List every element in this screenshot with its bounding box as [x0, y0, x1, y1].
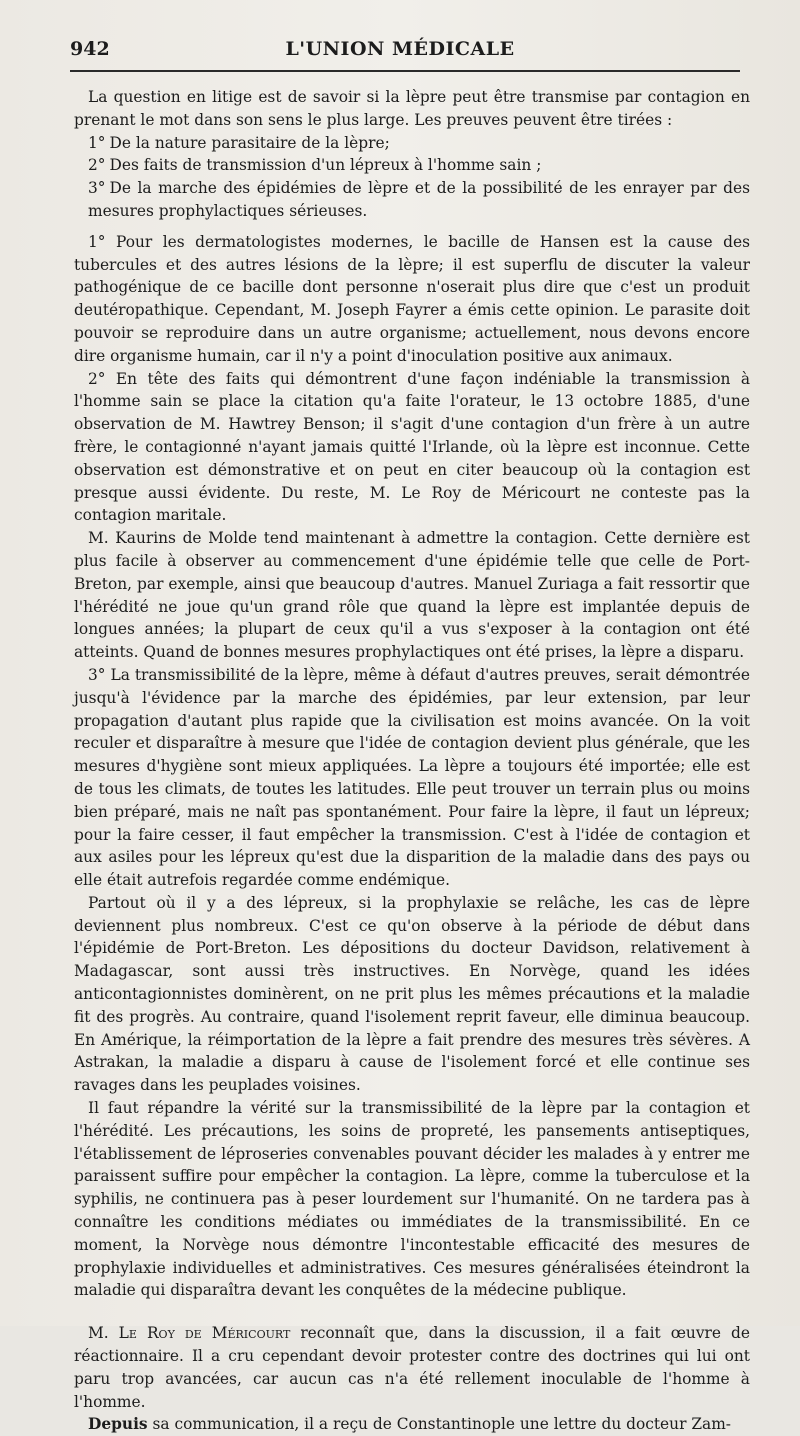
- list-item: [74, 132, 750, 155]
- paragraph: 1° Pour les dermatologistes modernes, le bacille de Hansen est la cause des tubercules et des autres lésions de la lèpre; il est superflu de discuter la valeur pathogénique de ce bacille dont personne n'oserait plus dire que c'est un produit deutéropathique. Cependant, M. Joseph Fayrer a émis cette opinion. Le parasite doit pouvoir se reproduire dans un autre organisme; actuellement, nous devons encore dire organisme humain, car il n'y a point d'inoculation positive aux animaux.: [74, 232, 750, 365]
- list-item: [74, 177, 750, 223]
- paragraph: [74, 1413, 750, 1436]
- paragraph: 2° En tête des faits qui démontrent d'une façon indéniable la transmission à l'homme sain se place la citation qu'a faite l'orateur, le 13 octobre 1885, d'une observation de M. Hawtrey Benson; il s'agit d'une contagion d'un frère à un autre frère, le contagionné n'ayant jamais quitté l'Irlande, où la lèpre est inconnue. Cette observation est démonstrative et on peut en citer beaucoup où la contagion est presque aussi évidente. Du reste, M. Le Roy de Méricourt ne conteste pas la contagion maritale.: [74, 369, 750, 525]
- list-text: De la marche des épidémies de lèpre et de la possibilité de les enrayer par des mesures prophylactiques sérieuses.: [88, 179, 750, 220]
- article-body: [74, 86, 750, 1436]
- paragraph: Il faut répandre la vérité sur la transmissibilité de la lèpre par la contagion et l'hérédité. Les précautions, les soins de propreté, les pansements antiseptiques, l'établissement de léproseries convenables pouvant décider les malades à y entrer me paraissent suffire pour empêcher la contagion. La lèpre, comme la tuberculose et la syphilis, ne continuera pas à peser lourdement sur l'humanité. On ne tardera pas à connaître les conditions médiates ou immédiates de la transmissibilité. En ce moment, la Norvège nous démontre l'incontestable efficacité des mesures de prophylaxie individuelles et administratives. Ces mesures généralisées éteindront la maladie qui disparaîtra devant les conquêtes de la médecine publique.: [74, 1099, 750, 1300]
- paragraph: La question en litige est de savoir si la lèpre peut être transmise par contagion en prenant le mot dans son sens le plus large. Les preuves peuvent être tirées :: [74, 88, 750, 129]
- paragraph: 3° La transmissibilité de la lèpre, même à défaut d'autres preuves, serait démontrée jusqu'à l'évidence par la marche des épidémies, par leur extension, par leur propagation d'autant plus rapide que la civilisation est moins avancée. On la voit reculer et disparaître à mesure que l'idée de contagion devient plus générale, que les mesures d'hygiène sont mieux appliquées. La lèpre a toujours été importée; elle est de tous les climats, de toutes les latitudes. Elle peut trouver un terrain plus ou moins bien préparé, mais ne naît pas spontanément. Pour faire la lèpre, il faut un lépreux; pour la faire cesser, il faut empêcher la transmission. C'est à l'idée de contagion et aux asiles pour les lépreux qu'est due la disparition de la maladie dans des pays ou elle était autrefois regardée comme endémique.: [74, 665, 750, 890]
- paragraph-text: reconnaît que, dans la discussion, il a fait œuvre de réactionnaire. Il a cru cependant devoir protester contre des doctrines qui lui ont paru trop avancées, car aucun cas n'a été rellement inoculable de l'homme à l'homme.: [74, 1324, 750, 1411]
- list-number: 3°: [88, 179, 106, 198]
- paragraph: Partout où il y a des lépreux, si la prophylaxie se relâche, les cas de lèpre deviennent plus nombreux. C'est ce qu'on observe à la période de début dans l'épidémie de Port-Breton. Les dépositions du docteur Davidson, relativement à Madagascar, sont aussi très instructives. En Norvège, quand les idées anticontagionnistes dominèrent, on ne prit plus les mêmes précautions et la maladie fit des progrès. Au contraire, quand l'isolement reprit faveur, elle diminua beaucoup. En Amérique, la réimportation de la lèpre a fait prendre des mesures très sévères. A Astrakan, la maladie a disparu à cause de l'isolement forcé et elle continue ses ravages dans les peuplades voisines.: [74, 893, 750, 1095]
- page-number: 942: [70, 38, 110, 60]
- paragraph-text: sa communication, il a reçu de Constantinople une lettre du docteur Zam-: [152, 1415, 731, 1434]
- lead-word: Depuis: [88, 1415, 148, 1434]
- list-item: [74, 154, 750, 177]
- paragraph: M. Kaurins de Molde tend maintenant à admettre la contagion. Cette dernière est plus facile à observer au commencement d'une épidémie telle que celle de Port-Breton, par exemple, ainsi que beaucoup d'autres. Manuel Zuriaga a fait ressortir que l'hérédité ne joue qu'un grand rôle que quand la lèpre est implantée depuis de longues années; la plupart de ceux qu'il a vus s'exposer à la contagion ont été atteints. Quand de bonnes mesures prophylactiques ont été prises, la lèpre a disparu.: [74, 529, 750, 662]
- list-text: Des faits de transmission d'un lépreux à l'homme sain ;: [109, 156, 542, 175]
- speaker-name: M. Le Roy de Méricourt: [88, 1324, 291, 1343]
- paragraph: [74, 1322, 750, 1413]
- list-number: 2°: [88, 156, 106, 175]
- header-rule: [70, 70, 740, 72]
- list-number: 1°: [88, 133, 106, 152]
- list-text: De la nature parasitaire de la lèpre;: [109, 133, 390, 152]
- journal-title: L'UNION MÉDICALE: [285, 38, 515, 60]
- running-header: [70, 34, 730, 64]
